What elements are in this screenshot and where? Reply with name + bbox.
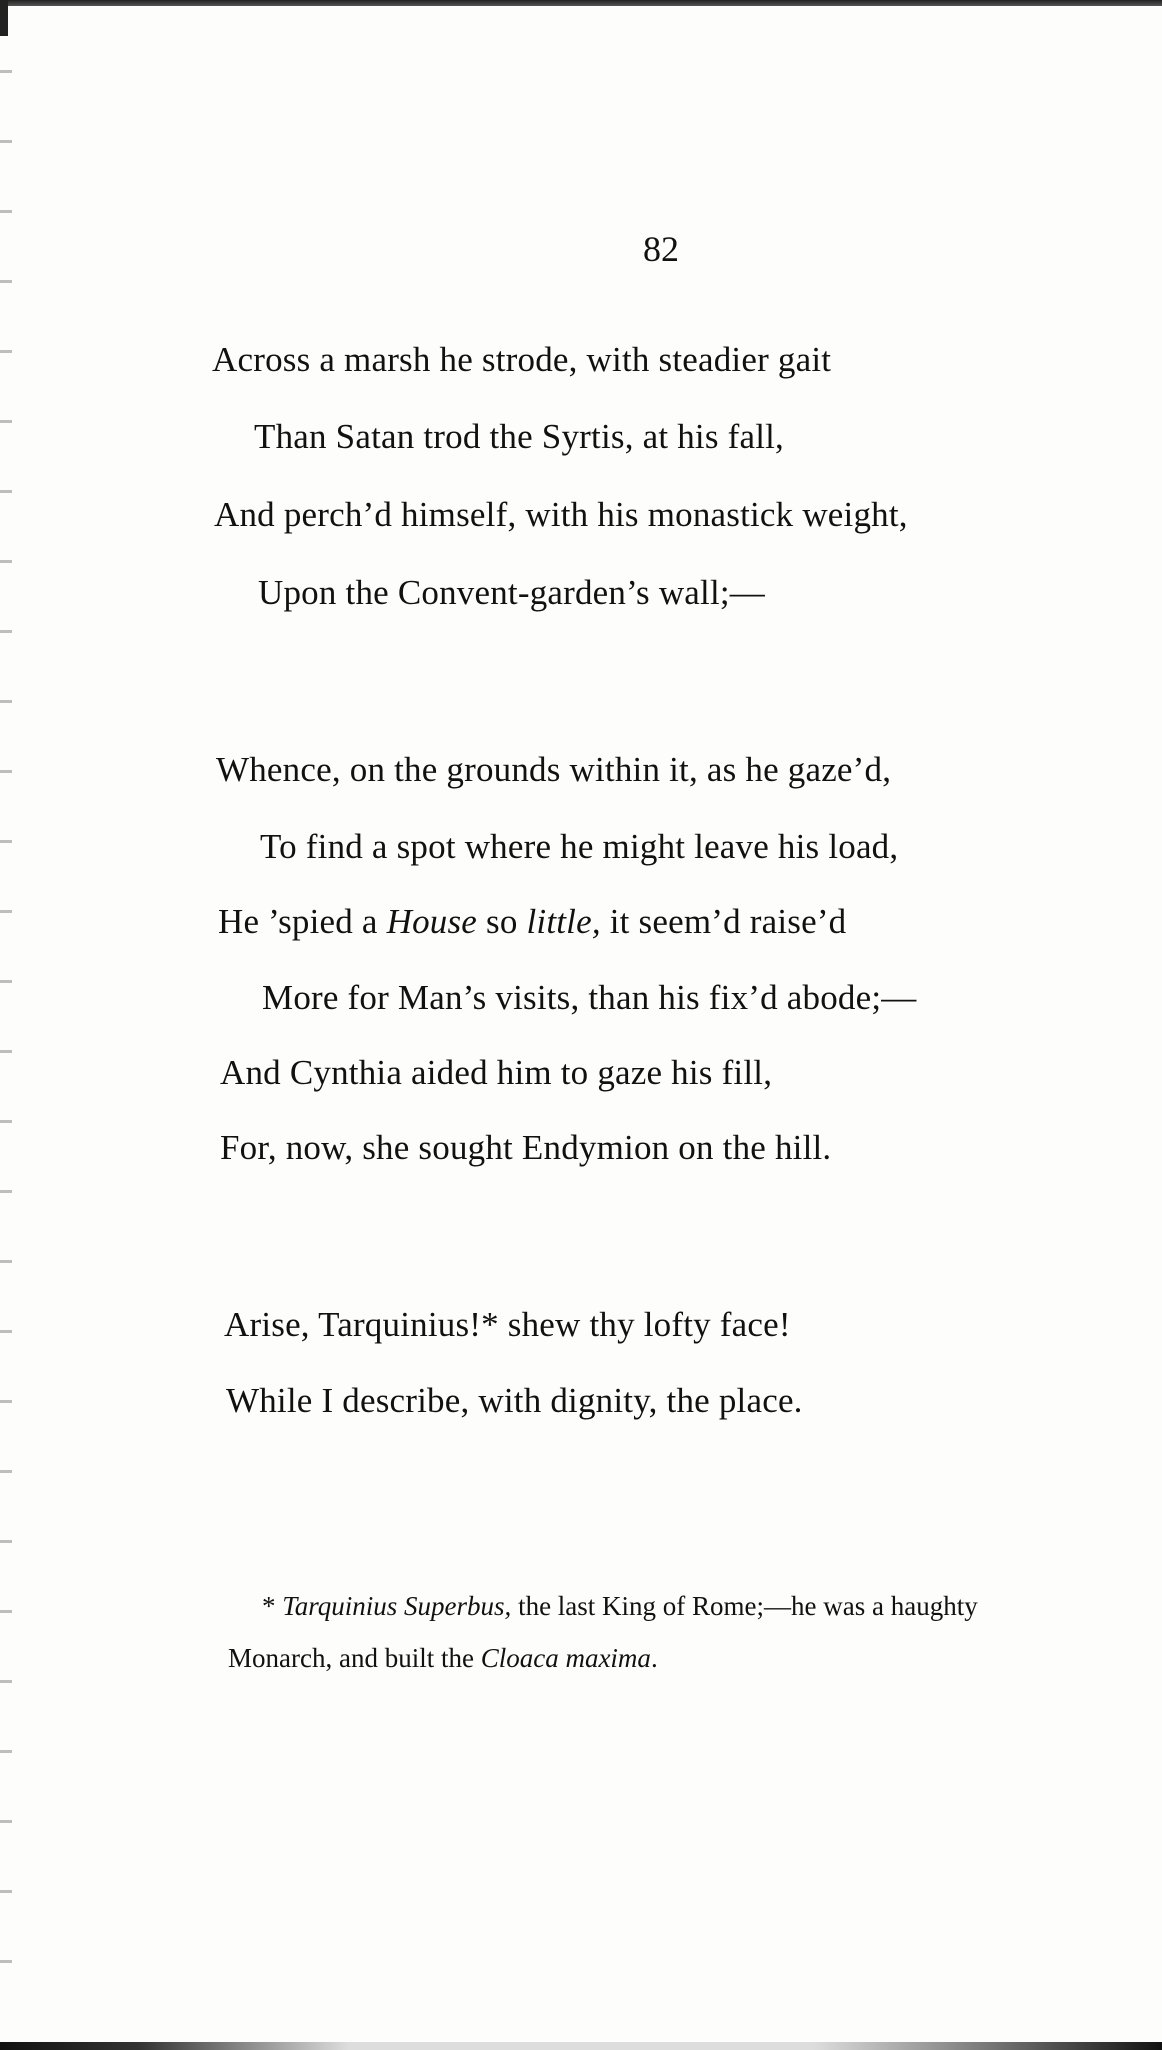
footnote-line-2 <box>228 1632 1138 1684</box>
footnote-italic-name: Tarquinius Superbus, <box>282 1591 512 1621</box>
footnote-line-1 <box>228 1580 1138 1632</box>
footnote-italic-cloaca: Cloaca maxima <box>480 1643 651 1673</box>
italic-little: little, <box>526 902 601 941</box>
poem-text: so <box>477 902 527 941</box>
footnote <box>228 1580 1138 1684</box>
poem-line: To find a spot where he might leave his load, <box>260 827 899 866</box>
poem-line: More for Man’s visits, than his fix’d abode;— <box>262 978 917 1017</box>
footnote-text: the last King of Rome;—he was a haughty <box>511 1591 978 1621</box>
poem-line: Whence, on the grounds within it, as he gaze’d, <box>216 750 892 789</box>
page-number: 82 <box>643 229 679 269</box>
poem-line: And perch’d himself, with his monastick weight, <box>214 495 908 534</box>
poem-text: it seem’d raise’d <box>600 902 847 941</box>
scan-bottom-border <box>0 2042 1162 2050</box>
poem-line-with-italics <box>218 902 846 942</box>
footnote-marker: * <box>262 1591 283 1621</box>
poem-line: For, now, she sought Endymion on the hill. <box>220 1128 832 1167</box>
poem-line: Arise, Tarquinius!* shew thy lofty face! <box>224 1305 791 1344</box>
poem-line: While I describe, with dignity, the place. <box>226 1381 803 1420</box>
poem-line: And Cynthia aided him to gaze his fill, <box>220 1053 773 1092</box>
scan-top-border <box>0 0 1162 6</box>
poem-line: Upon the Convent-garden’s wall;— <box>258 573 765 612</box>
poem-line: Than Satan trod the Syrtis, at his fall, <box>254 417 784 456</box>
poem-text: He ’spied a <box>218 902 387 941</box>
poem-line: Across a marsh he strode, with steadier gait <box>212 340 832 379</box>
footnote-text: . <box>650 1643 658 1673</box>
footnote-text: Monarch, and built the <box>228 1643 481 1673</box>
italic-house: House <box>386 902 478 941</box>
scan-corner-mark <box>0 0 8 36</box>
scan-left-edge <box>0 40 12 2000</box>
